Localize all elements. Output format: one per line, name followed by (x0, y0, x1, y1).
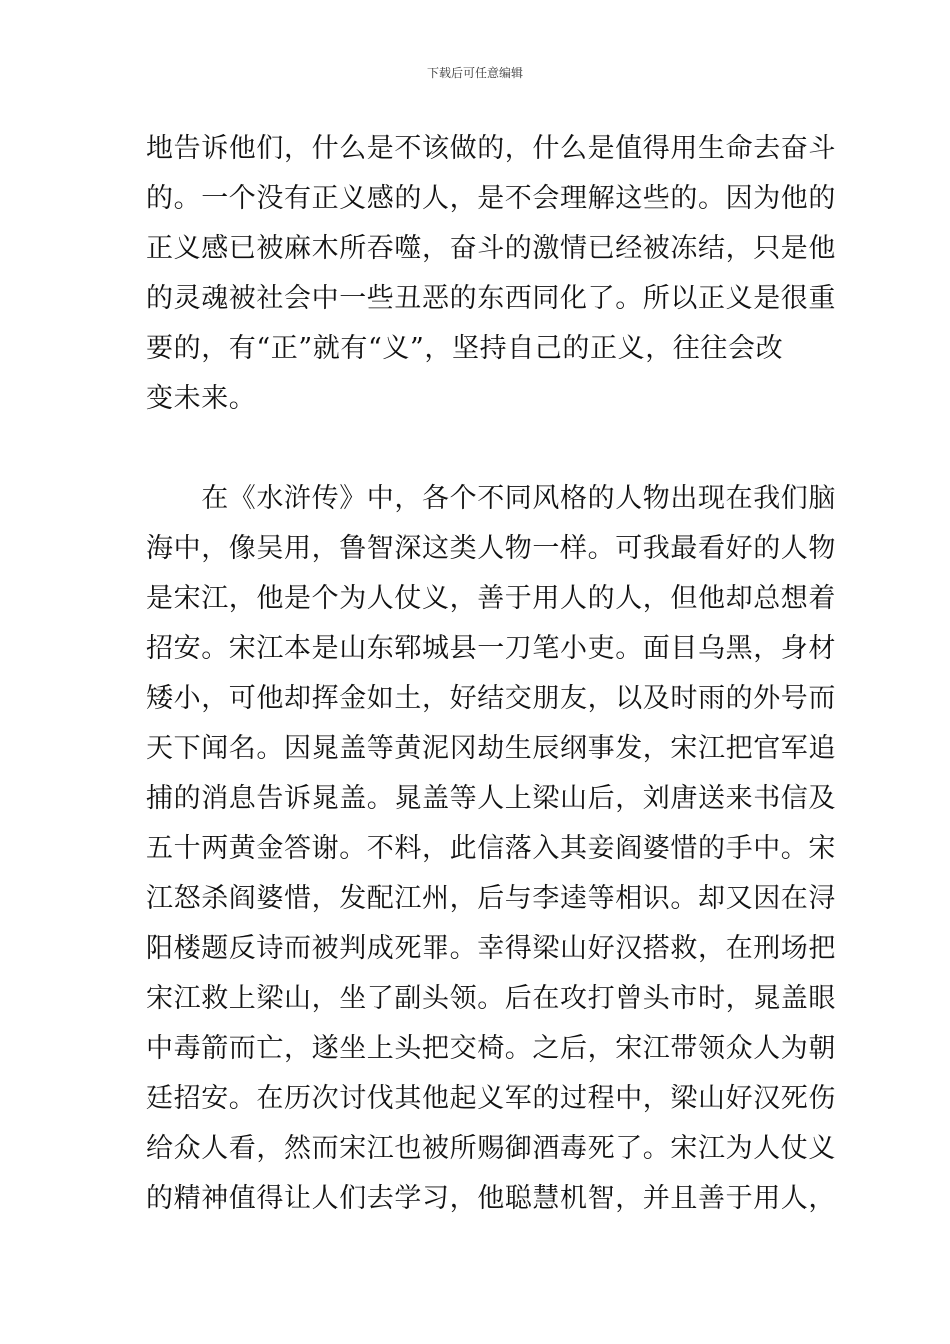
text-line: 宋江救上梁山，坐了副头领。后在攻打曾头市时，晁盖眼 (146, 983, 836, 1014)
text-line: 捕的消息告诉晁盖。晁盖等人上梁山后，刘唐送来书信及 (146, 783, 836, 814)
text-line: 天下闻名。因晁盖等黄泥冈劫生辰纲事发，宋江把官军追 (146, 733, 836, 764)
paragraph-2 (146, 474, 836, 1224)
text-line: 江怒杀阎婆惜，发配江州，后与李逵等相识。却又因在浔 (146, 883, 836, 914)
text-line: 廷招安。在历次讨伐其他起义军的过程中，梁山好汉死伤 (146, 1083, 836, 1114)
text-line: 的精神值得让人们去学习，他聪慧机智，并且善于用人， (146, 1183, 836, 1214)
page-header: 下载后可任意编辑 (426, 66, 523, 80)
paragraph-1 (146, 124, 836, 424)
text-line: 矮小，可他却挥金如土，好结交朋友，以及时雨的外号而 (146, 683, 836, 714)
text-line: 地告诉他们，什么是不该做的，什么是值得用生命去奋斗 (146, 133, 836, 164)
text-line: 的。一个没有正义感的人，是不会理解这些的。因为他的 (146, 183, 836, 214)
text-line: 在《水浒传》中，各个不同风格的人物出现在我们脑 (146, 483, 836, 514)
document-body (146, 124, 836, 1224)
text-line: 给众人看，然而宋江也被所赐御酒毒死了。宋江为人仗义 (146, 1133, 836, 1164)
text-line: 海中，像吴用，鲁智深这类人物一样。可我最看好的人物 (146, 533, 836, 564)
text-line: 要的，有“正”就有“义”，坚持自己的正义，往往会改 (146, 333, 784, 364)
text-line: 招安。宋江本是山东郓城县一刀笔小吏。面目乌黑，身材 (146, 633, 836, 664)
text-line: 中毒箭而亡，遂坐上头把交椅。之后，宋江带领众人为朝 (146, 1033, 836, 1064)
text-line: 的灵魂被社会中一些丑恶的东西同化了。所以正义是很重 (146, 283, 836, 314)
text-line: 正义感已被麻木所吞噬，奋斗的激情已经被冻结，只是他 (146, 233, 836, 264)
text-line: 变未来。 (146, 383, 257, 414)
text-line: 阳楼题反诗而被判成死罪。幸得梁山好汉搭救，在刑场把 (146, 933, 836, 964)
text-line: 是宋江，他是个为人仗义，善于用人的人，但他却总想着 (146, 583, 836, 614)
paragraph-spacer (146, 424, 806, 474)
text-line: 五十两黄金答谢。不料，此信落入其妾阎婆惜的手中。宋 (146, 833, 836, 864)
